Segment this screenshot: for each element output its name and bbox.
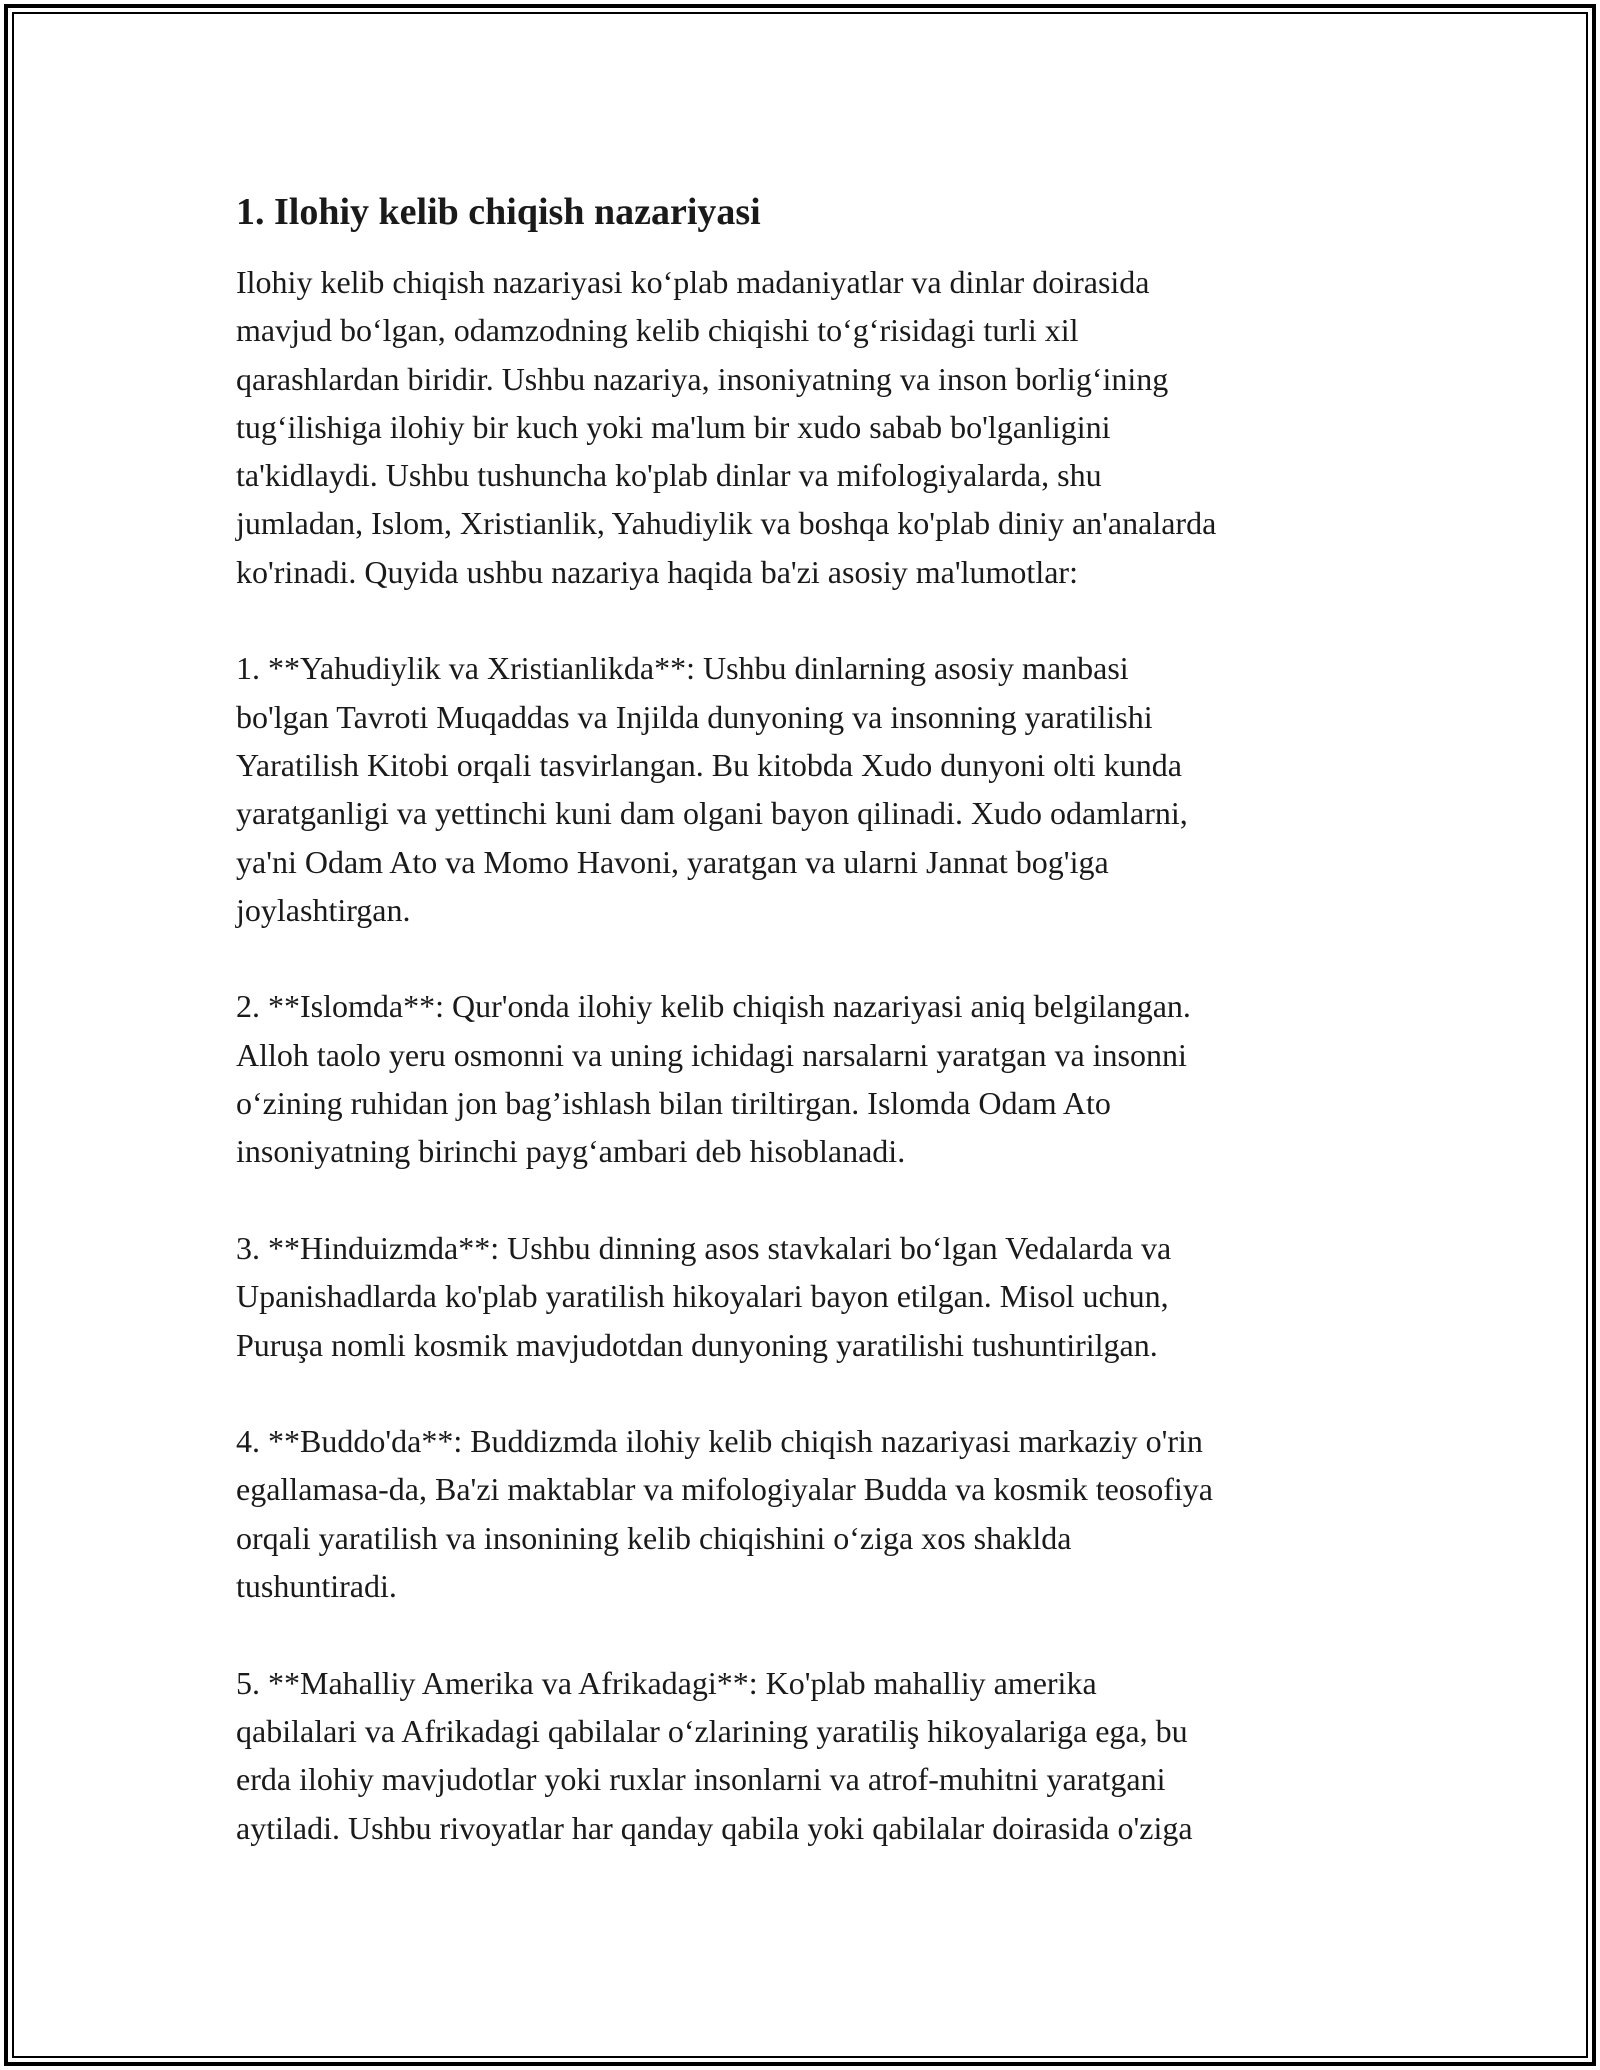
text-line: orqali yaratilish va insonining kelib chiqishini o‘ziga xos shaklda <box>236 1519 1072 1556</box>
text-line: o‘zining ruhidan jon bag’ishlash bilan tiriltirgan. Islomda Odam Ato <box>236 1085 1111 1122</box>
list-item-judaism-christianity <box>236 644 1386 934</box>
text-line: joylashtirgan. <box>236 891 411 928</box>
document-body <box>236 188 1386 1900</box>
section-heading: 1. Ilohiy kelib chiqish nazariyasi <box>236 191 761 233</box>
text-line: ta'kidlaydi. Ushbu tushuncha ko'plab dinlar va mifologiyalarda, shu <box>236 457 1102 494</box>
text-line: Upanishadlarda ko'plab yaratilish hikoyalari bayon etilgan. Misol uchun, <box>236 1278 1169 1315</box>
text-line: ya'ni Odam Ato va Momo Havoni, yaratgan va ularni Jannat bog'iga <box>236 843 1109 880</box>
text-line: jumladan, Islom, Xristianlik, Yahudiylik va boshqa ko'plab diniy an'analarda <box>236 505 1217 542</box>
intro-paragraph <box>236 258 1386 596</box>
text-line: tug‘ilishiga ilohiy bir kuch yoki ma'lum bir xudo sabab bo'lganligini <box>236 408 1111 445</box>
text-line: qabilalari va Afrikadagi qabilalar o‘zlarining yaratiliş hikoyalariga ega, bu <box>236 1712 1188 1749</box>
text-line: insoniyatning birinchi payg‘ambari deb hisoblanadi. <box>236 1133 906 1170</box>
text-line: erda ilohiy mavjudotlar yoki ruxlar insonlarni va atrof-muhitni yaratgani <box>236 1761 1166 1798</box>
text-line: 5. **Mahalliy Amerika va Afrikadagi**: Ko'plab mahalliy amerika <box>236 1664 1097 1701</box>
text-line: yaratganligi va yettinchi kuni dam olgani bayon qilinadi. Xudo odamlarni, <box>236 795 1188 832</box>
text-line: Alloh taolo yeru osmonni va uning ichidagi narsalarni yaratgan va insonni <box>236 1036 1187 1073</box>
text-line: tushuntiradi. <box>236 1568 397 1605</box>
list-item-buddhism <box>236 1417 1386 1610</box>
text-line: mavjud bo‘lgan, odamzodning kelib chiqishi to‘g‘risidagi turli xil <box>236 312 1079 349</box>
text-line: 3. **Hinduizmda**: Ushbu dinning asos stavkalari bo‘lgan Vedalarda va <box>236 1229 1172 1266</box>
list-item-islam <box>236 982 1386 1175</box>
text-line: ko'rinadi. Quyida ushbu nazariya haqida ba'zi asosiy ma'lumotlar: <box>236 553 1078 590</box>
text-line: egallamasa-da, Ba'zi maktablar va mifologiyalar Budda va kosmik teosofiya <box>236 1471 1213 1508</box>
text-line: 2. **Islomda**: Qur'onda ilohiy kelib chiqish nazariyasi aniq belgilangan. <box>236 988 1191 1025</box>
text-line: Puruşa nomli kosmik mavjudotdan dunyoning yaratilishi tushuntirilgan. <box>236 1326 1158 1363</box>
text-line: 1. **Yahudiylik va Xristianlikda**: Ushbu dinlarning asosiy manbasi <box>236 650 1129 687</box>
text-line: aytiladi. Ushbu rivoyatlar har qanday qabila yoki qabilalar doirasida o'ziga <box>236 1809 1193 1846</box>
text-line: bo'lgan Tavroti Muqaddas va Injilda dunyoning va insonning yaratilishi <box>236 698 1153 735</box>
text-line: qarashlardan biridir. Ushbu nazariya, insoniyatning va inson borlig‘ining <box>236 360 1169 397</box>
text-line: Yaratilish Kitobi orqali tasvirlangan. Bu kitobda Xudo dunyoni olti kunda <box>236 746 1182 783</box>
text-line: Ilohiy kelib chiqish nazariyasi ko‘plab madaniyatlar va dinlar doirasida <box>236 264 1150 300</box>
text-line: 4. **Buddo'da**: Buddizmda ilohiy kelib chiqish nazariyasi markaziy o'rin <box>236 1423 1203 1460</box>
list-item-hinduism <box>236 1224 1386 1369</box>
list-item-america-africa <box>236 1659 1386 1852</box>
